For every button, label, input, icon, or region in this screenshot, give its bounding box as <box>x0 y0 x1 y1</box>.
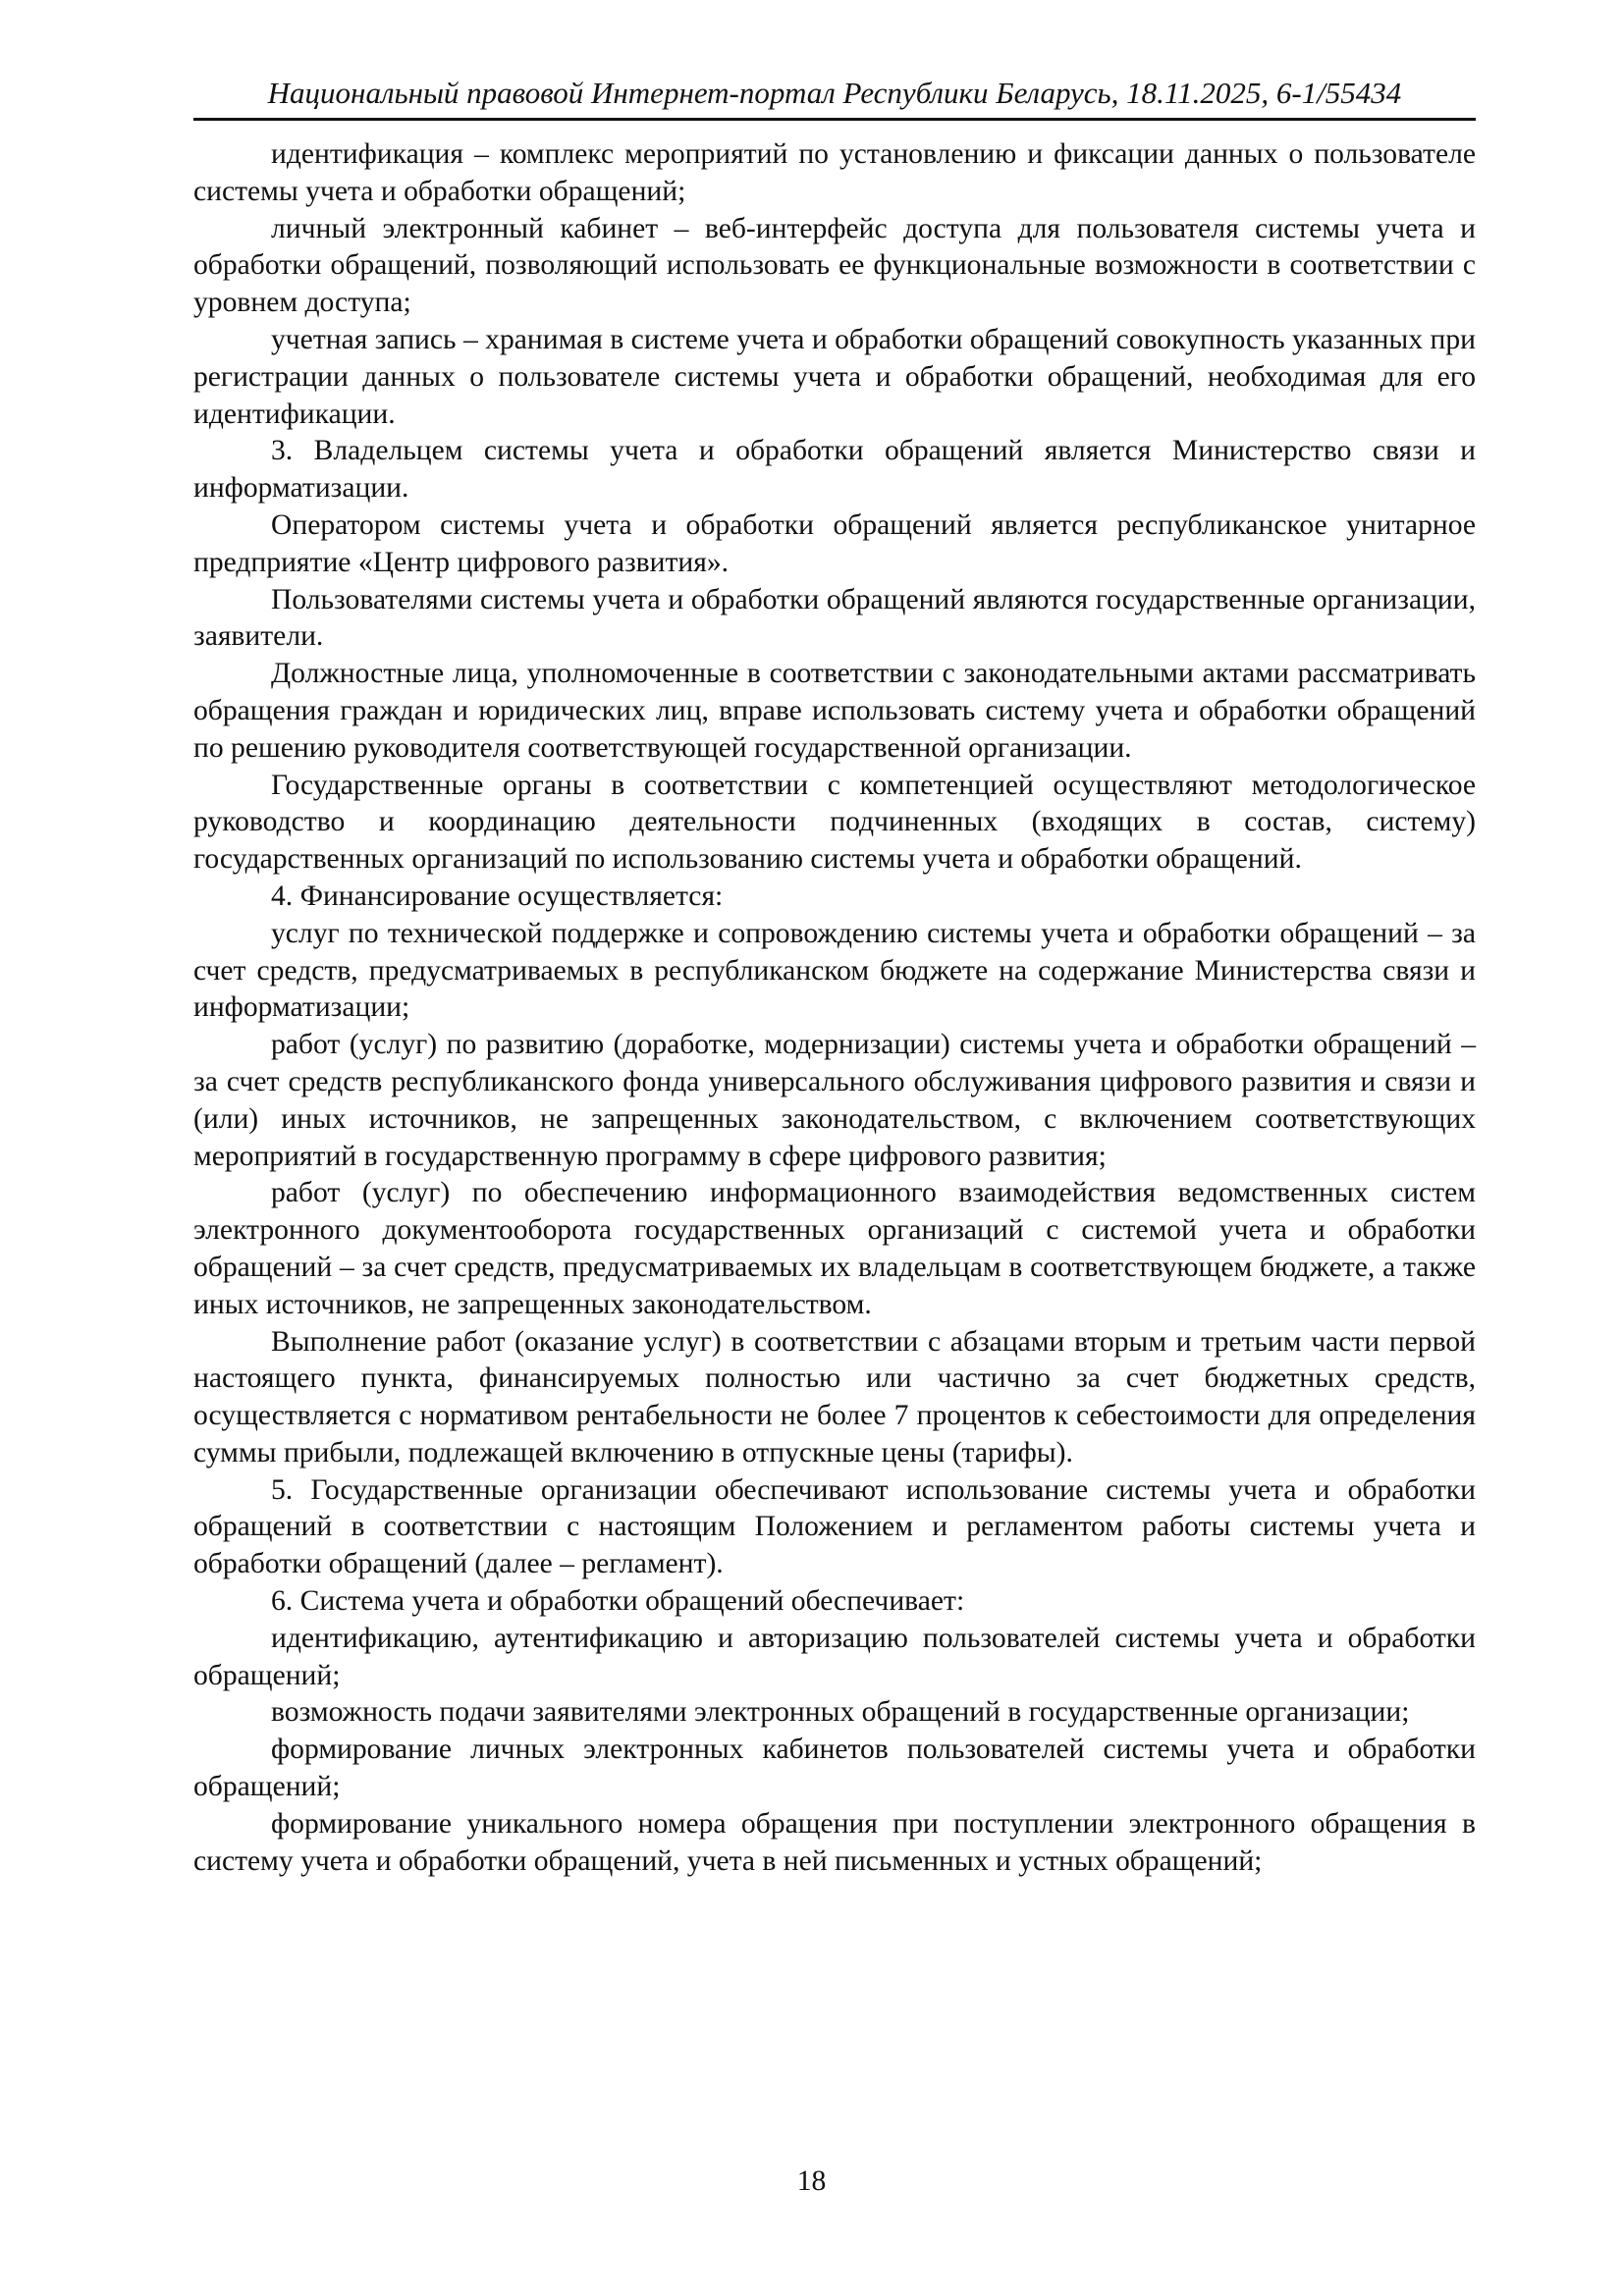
paragraph: Государственные органы в соответствии с компетенцией осуществляют методологическое руководство и координацию деятельности подчиненных (входящих в состав, систему) государственных организаций по использованию системы учета и обработки обращений. <box>193 769 1476 876</box>
paragraph: формирование личных электронных кабинетов пользователей системы учета и обработки обращений; <box>193 1734 1476 1803</box>
paragraph: работ (услуг) по развитию (доработке, модернизации) системы учета и обработки обращений – за счет средств республиканского фонда универсального обслуживания цифрового развития и связи и (или) иных источников, не запрещенных законодательством, с включением соответствующих мероприятий в государственную программу в сфере цифрового развития; <box>193 1029 1476 1172</box>
paragraph: Оператором системы учета и обработки обращений является республиканское унитарное предприятие «Центр цифрового развития». <box>193 508 1476 578</box>
page-number: 18 <box>796 2165 827 2197</box>
paragraph: учетная запись – хранимая в системе учета и обработки обращений совокупность указанных при регистрации данных о пользователе системы учета и обработки обращений, необходимая для его идентификации. <box>193 323 1476 430</box>
header-divider <box>193 118 1476 121</box>
paragraph: Должностные лица, уполномоченные в соответствии с законодательными актами рассматривать обращения граждан и юридических лиц, вправе использовать систему учета и обработки обращений по решению руководителя соответствующей государственной организации. <box>193 658 1476 764</box>
page-header: Национальный правовой Интернет-портал Республики Беларусь, 18.11.2025, 6-1/55434 <box>267 76 1402 110</box>
paragraph: Выполнение работ (оказание услуг) в соответствии с абзацами вторым и третьим части первой настоящего пункта, финансируемых полностью или частично за счет бюджетных средств, осуществляется с нормативом рентабельности не более 7 процентов к себестоимости для определения суммы прибыли, подлежащей включению в отпускные цены (тарифы). <box>193 1325 1476 1468</box>
paragraph: идентификация – комплекс мероприятий по установлению и фиксации данных о пользователе системы учета и обработки обращений; <box>193 138 1476 207</box>
paragraph: идентификацию, аутентификацию и авторизацию пользователей системы учета и обработки обращений; <box>193 1622 1476 1691</box>
paragraph: 5. Государственные организации обеспечивают использование системы учета и обработки обращений в соответствии с настоящим Положением и регламентом работы системы учета и обработки обращений (далее – регламент). <box>193 1473 1476 1580</box>
paragraph: личный электронный кабинет – веб-интерфейс доступа для пользователя системы учета и обработки обращений, позволяющий использовать ее функциональные возможности в соответствии с уровнем доступа; <box>193 212 1476 319</box>
paragraph: Пользователями системы учета и обработки обращений являются государственные организации, заявители. <box>193 583 1476 653</box>
paragraph: работ (услуг) по обеспечению информационного взаимодействия ведомственных систем электронного документооборота государственных организаций с системой учета и обработки обращений – за счет средств, предусматриваемых их владельцам в соответствующем бюджете, а также иных источников, не запрещенных законодательством. <box>193 1177 1476 1320</box>
paragraph: формирование уникального номера обращения при поступлении электронного обращения в систему учета и обработки обращений, учета в ней письменных и устных обращений; <box>193 1807 1476 1877</box>
paragraph: 4. Финансирование осуществляется: <box>271 880 724 912</box>
paragraph: 3. Владельцем системы учета и обработки обращений является Министерство связи и информатизации. <box>193 435 1476 505</box>
document-body <box>193 136 1476 1880</box>
paragraph: услуг по технической поддержке и сопровождению системы учета и обработки обращений – за счет средств, предусматриваемых в республиканском бюджете на содержание Министерства связи и информатизации; <box>193 917 1476 1024</box>
paragraph: 6. Система учета и обработки обращений обеспечивает: <box>271 1585 965 1618</box>
paragraph: возможность подачи заявителями электронных обращений в государственные организации; <box>271 1696 1410 1729</box>
